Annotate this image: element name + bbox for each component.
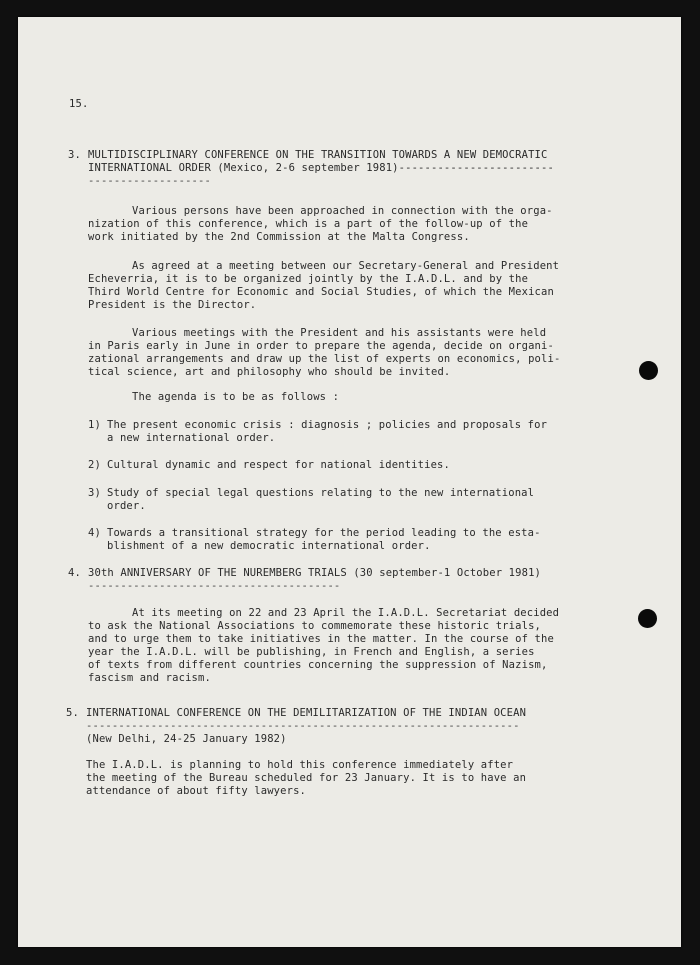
agenda-item-3-line-1: Study of special legal questions relating to the new international xyxy=(107,487,535,499)
agenda-item-4-number: 4) xyxy=(88,527,101,539)
s3-para1-line-2: nization of this conference, which is a part of the follow-up of the xyxy=(88,218,529,230)
s4-para-line-5: of texts from different countries concerning the suppression of Nazism, xyxy=(88,659,548,671)
punch-hole-upper xyxy=(639,361,658,380)
s3-para3-line-2: in Paris early in June in order to prepare the agenda, decide on organi- xyxy=(88,340,554,352)
s4-para-line-6: fascism and racism. xyxy=(88,672,211,684)
section-4-title: 30th ANNIVERSARY OF THE NUREMBERG TRIALS (30 september-1 October 1981) xyxy=(88,567,542,579)
agenda-item-1-line-2: a new international order. xyxy=(107,432,276,444)
section-5-underline: ------------------------------------------------------------------- xyxy=(86,720,520,732)
section-4-underline: --------------------------------------- xyxy=(88,580,341,592)
s3-para3-line-3: zational arrangements and draw up the list of experts on economics, poli- xyxy=(88,353,561,365)
s3-para2-line-4: President is the Director. xyxy=(88,299,257,311)
section-3-title-underline: ------------------- xyxy=(88,175,211,187)
s3-para2-line-2: Echeverria, it is to be organized jointly by the I.A.D.L. and by the xyxy=(88,273,529,285)
document-page xyxy=(18,17,681,947)
s3-para3-line-1: Various meetings with the President and his assistants were held xyxy=(132,327,547,339)
s3-para1-line-3: work initiated by the 2nd Commission at the Malta Congress. xyxy=(88,231,470,243)
section-5-number: 5. xyxy=(66,707,79,719)
s4-para-line-1: At its meeting on 22 and 23 April the I.A.D.L. Secretariat decided xyxy=(132,607,560,619)
s5-para-line-1: The I.A.D.L. is planning to hold this conference immediately after xyxy=(86,759,514,771)
s4-para-line-3: and to urge them to take initiatives in the matter. In the course of the xyxy=(88,633,554,645)
s3-para2-line-3: Third World Centre for Economic and Social Studies, of which the Mexican xyxy=(88,286,554,298)
s4-para-line-4: year the I.A.D.L. will be publishing, in French and English, a series xyxy=(88,646,535,658)
punch-hole-lower xyxy=(638,609,657,628)
agenda-item-3-line-2: order. xyxy=(107,500,146,512)
s5-para-line-3: attendance of about fifty lawyers. xyxy=(86,785,307,797)
agenda-item-1-number: 1) xyxy=(88,419,101,431)
section-3-number: 3. xyxy=(68,149,81,161)
s3-para1-line-1: Various persons have been approached in connection with the orga- xyxy=(132,205,553,217)
agenda-intro: The agenda is to be as follows : xyxy=(132,391,340,403)
agenda-item-2-number: 2) xyxy=(88,459,101,471)
section-5-subtitle: (New Delhi, 24-25 January 1982) xyxy=(86,733,287,745)
s4-para-line-2: to ask the National Associations to commemorate these historic trials, xyxy=(88,620,542,632)
s3-para3-line-4: tical science, art and philosophy who should be invited. xyxy=(88,366,451,378)
section-4-number: 4. xyxy=(68,567,81,579)
agenda-item-1-line-1: The present economic crisis : diagnosis ; policies and proposals for xyxy=(107,419,548,431)
section-5-title: INTERNATIONAL CONFERENCE ON THE DEMILITARIZATION OF THE INDIAN OCEAN xyxy=(86,707,527,719)
page-number: 15. xyxy=(69,98,89,110)
agenda-item-4-line-1: Towards a transitional strategy for the period leading to the esta- xyxy=(107,527,541,539)
s5-para-line-2: the meeting of the Bureau scheduled for 23 January. It is to have an xyxy=(86,772,527,784)
s3-para2-line-1: As agreed at a meeting between our Secretary-General and President xyxy=(132,260,560,272)
section-3-title-line-2: INTERNATIONAL ORDER (Mexico, 2-6 september 1981)------------------------ xyxy=(88,162,554,174)
section-3-title-line-1: MULTIDISCIPLINARY CONFERENCE ON THE TRANSITION TOWARDS A NEW DEMOCRATIC xyxy=(88,149,548,161)
agenda-item-3-number: 3) xyxy=(88,487,101,499)
agenda-item-4-line-2: blishment of a new democratic international order. xyxy=(107,540,431,552)
agenda-item-2-line-1: Cultural dynamic and respect for national identities. xyxy=(107,459,450,471)
